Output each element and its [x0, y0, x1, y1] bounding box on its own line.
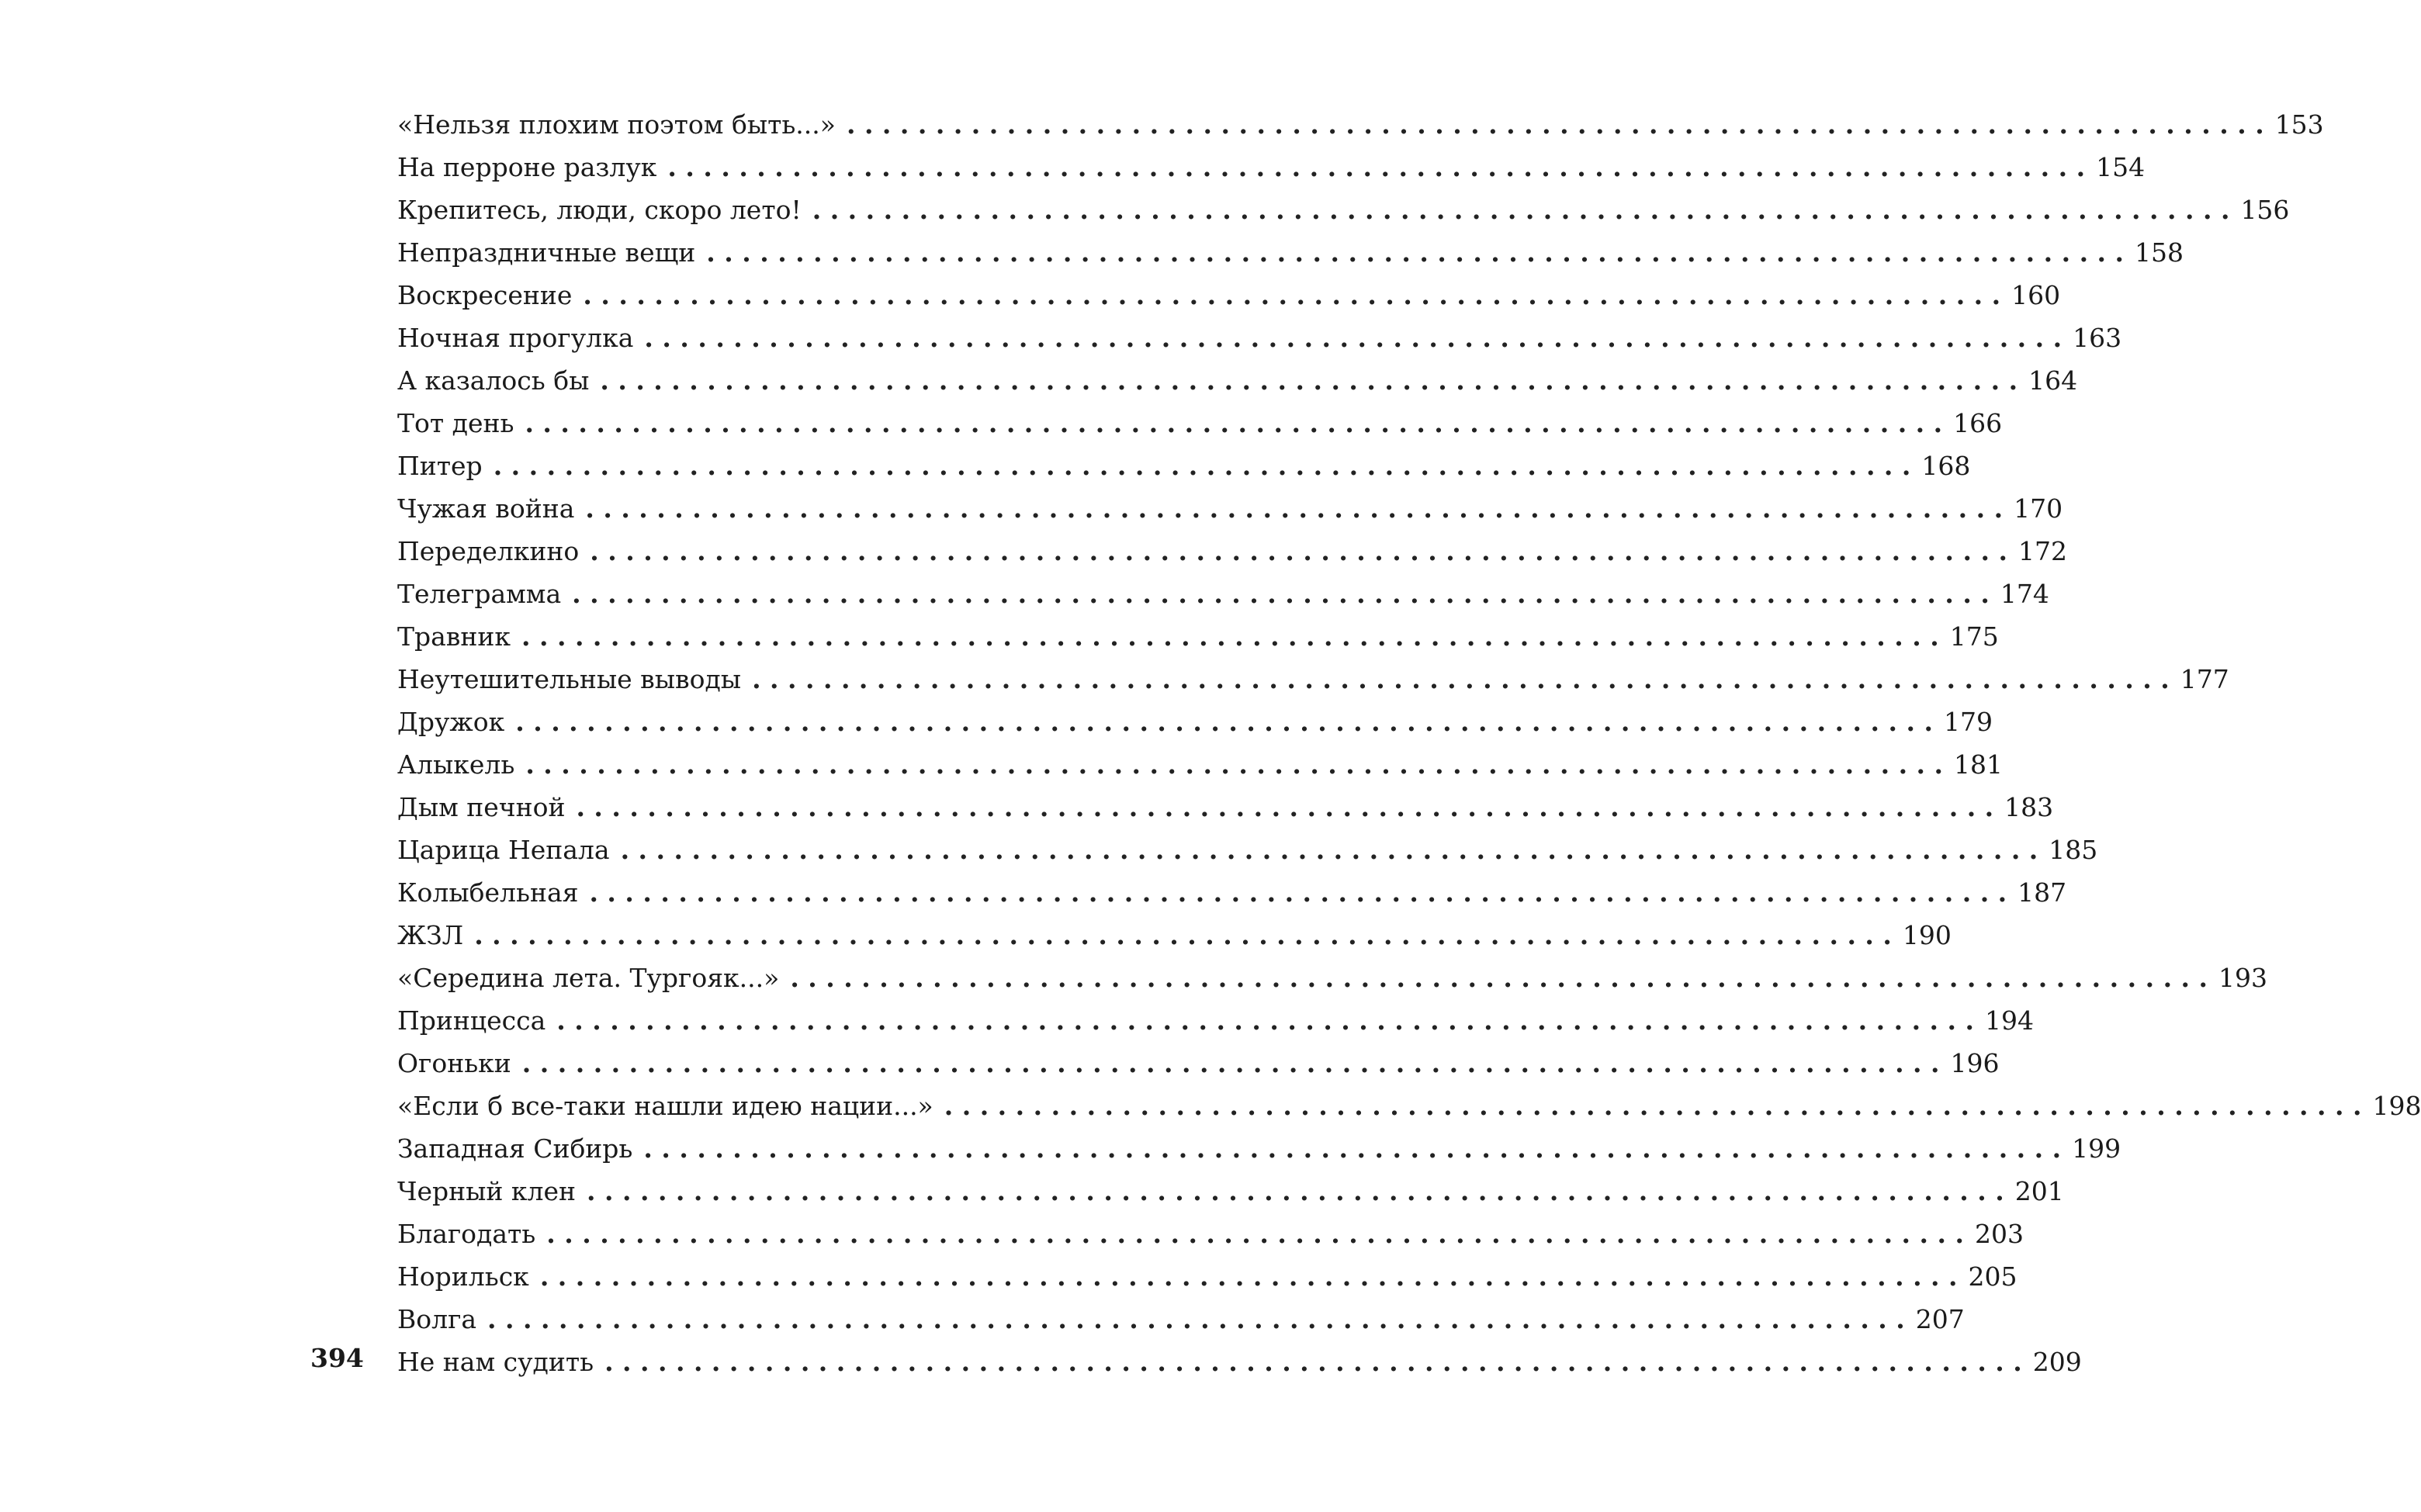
toc-entry-page: 201 — [2014, 1176, 2064, 1206]
dot-leader: . . . . . . . . . . . . . . . . . . . . . . . . . . . . . . . . . . . . . . . . . . . . . . . . . . . . . . . . . . . . . . . . . . . . . . . . . . . . . . . . — [539, 1261, 1958, 1292]
toc-entry-title: Колыбельная — [397, 877, 579, 908]
toc-entry-title: Волга — [397, 1304, 477, 1334]
toc-entry-title: Травник — [397, 621, 511, 652]
dot-leader: . . . . . . . . . . . . . . . . . . . . . . . . . . . . . . . . . . . . . . . . . . . . . . . . . . . . . . . . . . . . . . . . . . . . . . . . . . . . . . . . — [944, 1091, 2362, 1121]
dot-leader: . . . . . . . . . . . . . . . . . . . . . . . . . . . . . . . . . . . . . . . . . . . . . . . . . . . . . . . . . . . . . . . . . . . . . . . . . . . . . . . . — [620, 835, 2038, 865]
toc-entry-title: Неутешительные выводы — [397, 664, 742, 694]
toc-entry-title: Непраздничные вещи — [397, 237, 696, 268]
toc-entry — [397, 786, 2054, 829]
toc-entry-page: 154 — [2096, 152, 2146, 182]
toc-entry-title: «Нельзя плохим поэтом быть...» — [397, 109, 836, 140]
dot-leader: . . . . . . . . . . . . . . . . . . . . . . . . . . . . . . . . . . . . . . . . . . . . . . . . . . . . . . . . . . . . . . . . . . . . . . . . . . . . . . . . — [474, 920, 1892, 950]
toc-entry-page: 205 — [1968, 1261, 2018, 1292]
dot-leader: . . . . . . . . . . . . . . . . . . . . . . . . . . . . . . . . . . . . . . . . . . . . . . . . . . . . . . . . . . . . . . . . . . . . . . . . . . . . . . . . — [521, 1048, 1940, 1078]
toc-entry — [397, 1170, 2064, 1213]
dot-leader: . . . . . . . . . . . . . . . . . . . . . . . . . . . . . . . . . . . . . . . . . . . . . . . . . . . . . . . . . . . . . . . . . . . . . . . . . . . . . . . . — [587, 1176, 2004, 1206]
toc-entry-title: А казалось бы — [397, 365, 590, 396]
toc-entry-page: 187 — [2018, 877, 2067, 908]
toc-entry-page: 185 — [2049, 835, 2098, 865]
dot-leader: . . . . . . . . . . . . . . . . . . . . . . . . . . . . . . . . . . . . . . . . . . . . . . . . . . . . . . . . . . . . . . . . . . . . . . . . . . . . . . . . — [706, 237, 2125, 268]
toc-entry-page: 156 — [2240, 195, 2290, 225]
dot-leader: . . . . . . . . . . . . . . . . . . . . . . . . . . . . . . . . . . . . . . . . . . . . . . . . . . . . . . . . . . . . . . . . . . . . . . . . . . . . . . . . — [846, 109, 2264, 140]
toc-entry-title: Не нам судить — [397, 1347, 594, 1377]
dot-leader: . . . . . . . . . . . . . . . . . . . . . . . . . . . . . . . . . . . . . . . . . . . . . . . . . . . . . . . . . . . . . . . . . . . . . . . . . . . . . . . . — [525, 749, 1944, 780]
toc-entry — [397, 274, 2061, 317]
toc-entry — [397, 701, 1993, 743]
toc-entry — [397, 1341, 2082, 1383]
toc-entry — [397, 487, 2063, 530]
toc-entry-title: Воскресение — [397, 280, 573, 310]
dot-leader: . . . . . . . . . . . . . . . . . . . . . . . . . . . . . . . . . . . . . . . . . . . . . . . . . . . . . . . . . . . . . . . . . . . . . . . . . . . . . . . . — [583, 280, 2001, 310]
toc-entry-page: 163 — [2073, 323, 2122, 353]
dot-leader: . . . . . . . . . . . . . . . . . . . . . . . . . . . . . . . . . . . . . . . . . . . . . . . . . . . . . . . . . . . . . . . . . . . . . . . . . . . . . . . . — [644, 323, 2063, 353]
dot-leader: . . . . . . . . . . . . . . . . . . . . . . . . . . . . . . . . . . . . . . . . . . . . . . . . . . . . . . . . . . . . . . . . . . . . . . . . . . . . . . . . — [493, 451, 1911, 481]
toc-entry-title: Царица Непала — [397, 835, 610, 865]
dot-leader: . . . . . . . . . . . . . . . . . . . . . . . . . . . . . . . . . . . . . . . . . . . . . . . . . . . . . . . . . . . . . . . . . . . . . . . . . . . . . . . . — [667, 152, 2086, 182]
toc-entry-title: Питер — [397, 451, 483, 481]
dot-leader: . . . . . . . . . . . . . . . . . . . . . . . . . . . . . . . . . . . . . . . . . . . . . . . . . . . . . . . . . . . . . . . . . . . . . . . . . . . . . . . . — [515, 707, 1933, 737]
toc-entry — [397, 146, 2146, 189]
toc-entry — [397, 231, 2184, 274]
toc-entry — [397, 999, 2034, 1042]
toc-entry — [397, 445, 1971, 487]
toc-entry-title: Крепитесь, люди, скоро лето! — [397, 195, 802, 225]
toc-entry-page: 160 — [2011, 280, 2061, 310]
toc-entry-title: Чужая война — [397, 493, 575, 524]
toc-entry-page: 181 — [1954, 749, 2004, 780]
table-of-contents — [397, 103, 2421, 1383]
toc-entry-page: 207 — [1915, 1304, 1965, 1334]
toc-entry-title: Тот день — [397, 408, 514, 438]
toc-entry — [397, 871, 2067, 914]
dot-leader: . . . . . . . . . . . . . . . . . . . . . . . . . . . . . . . . . . . . . . . . . . . . . . . . . . . . . . . . . . . . . . . . . . . . . . . . . . . . . . . . — [576, 792, 1994, 822]
toc-entry-page: 170 — [2014, 493, 2063, 524]
toc-entry-title: Дым печной — [397, 792, 566, 822]
toc-entry — [397, 1298, 1965, 1341]
toc-entry — [397, 530, 2067, 573]
dot-leader: . . . . . . . . . . . . . . . . . . . . . . . . . . . . . . . . . . . . . . . . . . . . . . . . . . . . . . . . . . . . . . . . . . . . . . . . . . . . . . . . — [487, 1304, 1905, 1334]
toc-entry — [397, 402, 2003, 445]
toc-entry-page: 172 — [2018, 536, 2067, 566]
dot-leader: . . . . . . . . . . . . . . . . . . . . . . . . . . . . . . . . . . . . . . . . . . . . . . . . . . . . . . . . . . . . . . . . . . . . . . . . . . . . . . . . — [643, 1133, 2062, 1164]
toc-entry-title: Принцесса — [397, 1005, 546, 1036]
toc-entry-page: 158 — [2135, 237, 2184, 268]
toc-entry — [397, 1085, 2421, 1127]
toc-entry-page: 199 — [2072, 1133, 2121, 1164]
toc-entry-title: Благодать — [397, 1219, 536, 1249]
toc-entry-page: 179 — [1943, 707, 1993, 737]
toc-entry-page: 164 — [2028, 365, 2078, 396]
toc-entry — [397, 189, 2290, 231]
toc-entry-title: Западная Сибирь — [397, 1133, 633, 1164]
toc-entry-page: 183 — [2004, 792, 2054, 822]
toc-entry — [397, 317, 2122, 359]
toc-entry-page: 168 — [1921, 451, 1971, 481]
toc-entry-page: 193 — [2218, 963, 2268, 993]
toc-entry-page: 166 — [1953, 408, 2003, 438]
toc-entry-title: Телеграмма — [397, 579, 562, 609]
toc-entry-title: Норильск — [397, 1261, 529, 1292]
toc-entry — [397, 658, 2229, 701]
toc-entry-title: Переделкино — [397, 536, 580, 566]
toc-entry-title: Черный клен — [397, 1176, 577, 1206]
dot-leader: . . . . . . . . . . . . . . . . . . . . . . . . . . . . . . . . . . . . . . . . . . . . . . . . . . . . . . . . . . . . . . . . . . . . . . . . . . . . . . . . — [752, 664, 2170, 694]
toc-entry — [397, 103, 2324, 146]
dot-leader: . . . . . . . . . . . . . . . . . . . . . . . . . . . . . . . . . . . . . . . . . . . . . . . . . . . . . . . . . . . . . . . . . . . . . . . . . . . . . . . . — [525, 408, 1943, 438]
dot-leader: . . . . . . . . . . . . . . . . . . . . . . . . . . . . . . . . . . . . . . . . . . . . . . . . . . . . . . . . . . . . . . . . . . . . . . . . . . . . . . . . — [790, 963, 2208, 993]
dot-leader: . . . . . . . . . . . . . . . . . . . . . . . . . . . . . . . . . . . . . . . . . . . . . . . . . . . . . . . . . . . . . . . . . . . . . . . . . . . . . . . . — [556, 1005, 1974, 1036]
toc-entry-title: «Если б все-таки нашли идею нации...» — [397, 1091, 933, 1121]
toc-entry-title: Огоньки — [397, 1048, 511, 1078]
toc-entry-page: 153 — [2274, 109, 2324, 140]
dot-leader: . . . . . . . . . . . . . . . . . . . . . . . . . . . . . . . . . . . . . . . . . . . . . . . . . . . . . . . . . . . . . . . . . . . . . . . . . . . . . . . . — [546, 1219, 1964, 1249]
page-number: 394 — [310, 1343, 364, 1373]
dot-leader: . . . . . . . . . . . . . . . . . . . . . . . . . . . . . . . . . . . . . . . . . . . . . . . . . . . . . . . . . . . . . . . . . . . . . . . . . . . . . . . . — [590, 536, 2007, 566]
toc-entry — [397, 573, 2049, 615]
toc-entry — [397, 1213, 2024, 1255]
dot-leader: . . . . . . . . . . . . . . . . . . . . . . . . . . . . . . . . . . . . . . . . . . . . . . . . . . . . . . . . . . . . . . . . . . . . . . . . . . . . . . . . — [604, 1347, 2022, 1377]
toc-entry — [397, 829, 2098, 871]
toc-entry-page: 203 — [1974, 1219, 2024, 1249]
toc-entry — [397, 359, 2078, 402]
toc-entry — [397, 957, 2268, 999]
toc-entry-page: 198 — [2372, 1091, 2421, 1121]
dot-leader: . . . . . . . . . . . . . . . . . . . . . . . . . . . . . . . . . . . . . . . . . . . . . . . . . . . . . . . . . . . . . . . . . . . . . . . . . . . . . . . . — [600, 365, 2018, 396]
toc-entry-title: Ночная прогулка — [397, 323, 634, 353]
toc-entry-page: 209 — [2032, 1347, 2082, 1377]
toc-entry-title: На перроне разлук — [397, 152, 657, 182]
dot-leader: . . . . . . . . . . . . . . . . . . . . . . . . . . . . . . . . . . . . . . . . . . . . . . . . . . . . . . . . . . . . . . . . . . . . . . . . . . . . . . . . — [572, 579, 1990, 609]
toc-entry-page: 174 — [2000, 579, 2049, 609]
toc-entry — [397, 615, 1999, 658]
dot-leader: . . . . . . . . . . . . . . . . . . . . . . . . . . . . . . . . . . . . . . . . . . . . . . . . . . . . . . . . . . . . . . . . . . . . . . . . . . . . . . . . — [585, 493, 2004, 524]
toc-entry-title: Алыкель — [397, 749, 515, 780]
toc-entry — [397, 743, 2004, 786]
toc-entry-title: «Середина лета. Тургояк...» — [397, 963, 780, 993]
toc-entry-page: 196 — [1950, 1048, 2000, 1078]
dot-leader: . . . . . . . . . . . . . . . . . . . . . . . . . . . . . . . . . . . . . . . . . . . . . . . . . . . . . . . . . . . . . . . . . . . . . . . . . . . . . . . . — [521, 621, 1939, 652]
toc-entry — [397, 1255, 2018, 1298]
dot-leader: . . . . . . . . . . . . . . . . . . . . . . . . . . . . . . . . . . . . . . . . . . . . . . . . . . . . . . . . . . . . . . . . . . . . . . . . . . . . . . . . — [812, 195, 2230, 225]
dot-leader: . . . . . . . . . . . . . . . . . . . . . . . . . . . . . . . . . . . . . . . . . . . . . . . . . . . . . . . . . . . . . . . . . . . . . . . . . . . . . . . . — [589, 877, 2007, 908]
toc-entry-page: 190 — [1902, 920, 1952, 950]
toc-entry — [397, 1042, 2000, 1085]
toc-entry-title: ЖЗЛ — [397, 920, 464, 950]
toc-entry-title: Дружок — [397, 707, 505, 737]
toc-entry — [397, 1127, 2121, 1170]
toc-entry-page: 175 — [1949, 621, 1999, 652]
toc-entry-page: 194 — [1985, 1005, 2034, 1036]
toc-entry — [397, 914, 1952, 957]
toc-entry-page: 177 — [2180, 664, 2229, 694]
